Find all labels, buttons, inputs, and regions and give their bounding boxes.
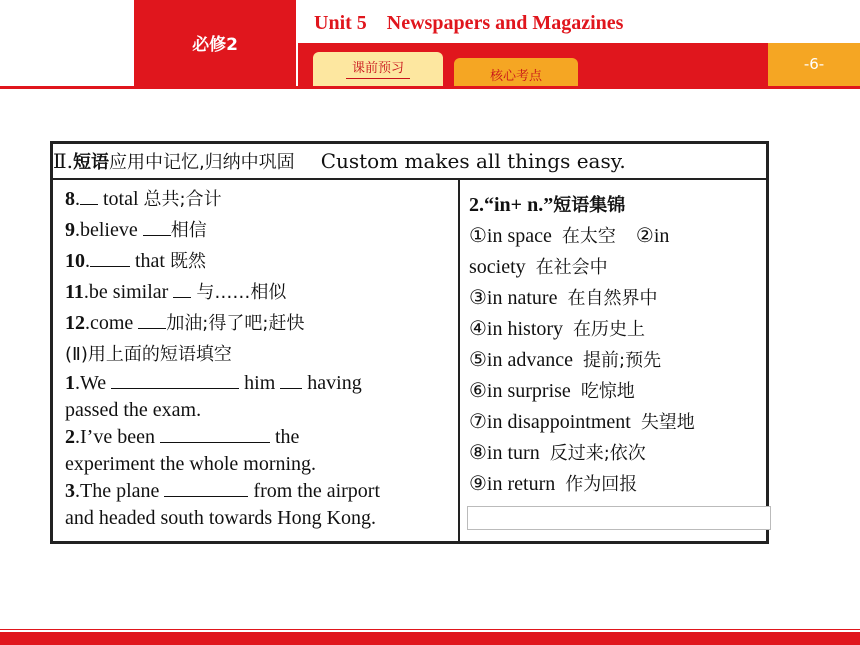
sentence-text: him <box>239 372 281 394</box>
phrase-line-9 <box>469 469 759 500</box>
sentence-3 <box>65 478 457 505</box>
heading-cn: 应用中记忆,归纳中巩固 <box>108 152 295 173</box>
sentence-3-cont: and headed south towards Hong Kong. <box>65 507 377 529</box>
phrase-cn: 在历史上 <box>573 319 646 340</box>
answer-blank[interactable] <box>160 424 270 443</box>
phrase-cn: 失望地 <box>640 412 695 433</box>
item-num: 11 <box>65 281 84 303</box>
phrase-line-8 <box>469 438 759 469</box>
item-pre: . <box>75 188 80 210</box>
phrase-cn: 在自然界中 <box>567 288 658 309</box>
item-num: 9 <box>65 219 75 241</box>
sentence-num: 3 <box>65 480 75 502</box>
phrase-item-10 <box>65 246 457 277</box>
phrase-en: ⑧in turn <box>469 442 540 464</box>
phrase-en: society <box>469 256 526 278</box>
item-cn: 既然 <box>170 251 206 272</box>
phrase-cn: 反过来;依次 <box>549 443 646 464</box>
item-pre: .be similar <box>83 281 174 303</box>
phrase-en: ⑦in disappointment <box>469 411 631 433</box>
phrase-line-6 <box>469 376 759 407</box>
sentence-num: 2 <box>65 426 75 448</box>
phrase-en: ③in nature <box>469 287 558 309</box>
sentence-text: .I’ve been <box>75 426 160 448</box>
tab-preview-label: 课前预习 <box>346 61 410 79</box>
item-cn: 相信 <box>170 220 207 241</box>
phrase-cn: 在太空 <box>561 226 616 247</box>
item-cn: 总共;合计 <box>143 189 222 210</box>
phrase-en: ④in history <box>469 318 564 340</box>
header-divider <box>0 86 860 89</box>
sentence-text: .We <box>75 372 112 394</box>
column-divider <box>458 180 460 541</box>
sentence-text: .The plane <box>75 480 165 502</box>
box-heading <box>53 144 766 180</box>
phrase-line-4 <box>469 314 759 345</box>
phrase-en: ②in <box>635 225 670 247</box>
page-number: -6- <box>768 43 860 86</box>
footer-thin-line <box>0 629 860 630</box>
phrase-line-1 <box>469 221 759 252</box>
phrase-en: ⑨in return <box>469 473 556 495</box>
phrase-en: ①in space <box>469 225 552 247</box>
item-num: 12 <box>65 312 85 334</box>
sentence-num: 1 <box>65 372 75 394</box>
heading-bold: 短语 <box>72 152 109 173</box>
phrase-item-9 <box>65 215 457 246</box>
phrase-cn: 吃惊地 <box>580 381 635 402</box>
item-cn: 与……相似 <box>196 282 287 303</box>
right-title-en: “in+ n.” <box>484 194 554 216</box>
answer-blank[interactable] <box>138 310 166 329</box>
answer-blank[interactable] <box>80 186 98 205</box>
answer-input-box[interactable] <box>467 506 771 530</box>
left-column <box>65 184 457 532</box>
answer-blank[interactable] <box>280 370 302 389</box>
item-pre: .believe <box>75 219 143 241</box>
heading-en: Custom makes all things easy. <box>320 149 626 173</box>
phrase-item-11 <box>65 277 457 308</box>
section-2-label: (Ⅱ)用上面的短语填空 <box>65 344 232 365</box>
answer-blank[interactable] <box>90 248 130 267</box>
answer-blank[interactable] <box>164 478 248 497</box>
unit-title: Unit 5 Newspapers and Magazines <box>314 12 624 34</box>
phrase-item-8 <box>65 184 457 215</box>
item-cn: 加油;得了吧;赶快 <box>166 313 305 334</box>
phrase-cn: 在社会中 <box>535 257 608 278</box>
item-num: 10 <box>65 250 85 272</box>
phrase-line-5 <box>469 345 759 376</box>
phrase-box <box>50 141 769 544</box>
sentence-1 <box>65 370 457 397</box>
right-title-cn: 短语集锦 <box>553 195 626 216</box>
item-pre: .come <box>85 312 139 334</box>
phrase-line-2 <box>469 252 759 283</box>
sentence-text: having <box>302 372 362 394</box>
right-column <box>469 190 759 500</box>
sentence-text: the <box>269 426 300 448</box>
item-post: total <box>98 188 144 210</box>
footer-bar <box>0 632 860 645</box>
tab-preview[interactable] <box>313 52 443 86</box>
sentence-1-cont: passed the exam. <box>65 399 202 421</box>
item-post: that <box>130 250 170 272</box>
book-label-block <box>134 0 296 86</box>
header-left-blank <box>0 0 134 86</box>
phrase-cn: 作为回报 <box>565 474 638 495</box>
sentence-2-cont: experiment the whole morning. <box>65 453 317 475</box>
phrase-line-3 <box>469 283 759 314</box>
item-num: 8 <box>65 188 75 210</box>
tab-core-points[interactable]: 核心考点 <box>454 58 578 86</box>
phrase-item-12 <box>65 308 457 339</box>
right-title <box>469 190 759 221</box>
sentence-text: from the airport <box>248 480 381 502</box>
right-title-num: 2. <box>469 194 484 216</box>
sentence-2 <box>65 424 457 451</box>
answer-blank[interactable] <box>111 370 239 389</box>
phrase-en: ⑤in advance <box>469 349 573 371</box>
phrase-line-7 <box>469 407 759 438</box>
answer-blank[interactable] <box>143 217 171 236</box>
heading-roman: Ⅱ. <box>53 149 73 173</box>
item-pre: . <box>85 250 90 272</box>
book-label: 必修2 <box>192 35 238 55</box>
answer-blank[interactable] <box>173 279 191 298</box>
phrase-cn: 提前;预先 <box>583 350 662 371</box>
phrase-en: ⑥in surprise <box>469 380 571 402</box>
